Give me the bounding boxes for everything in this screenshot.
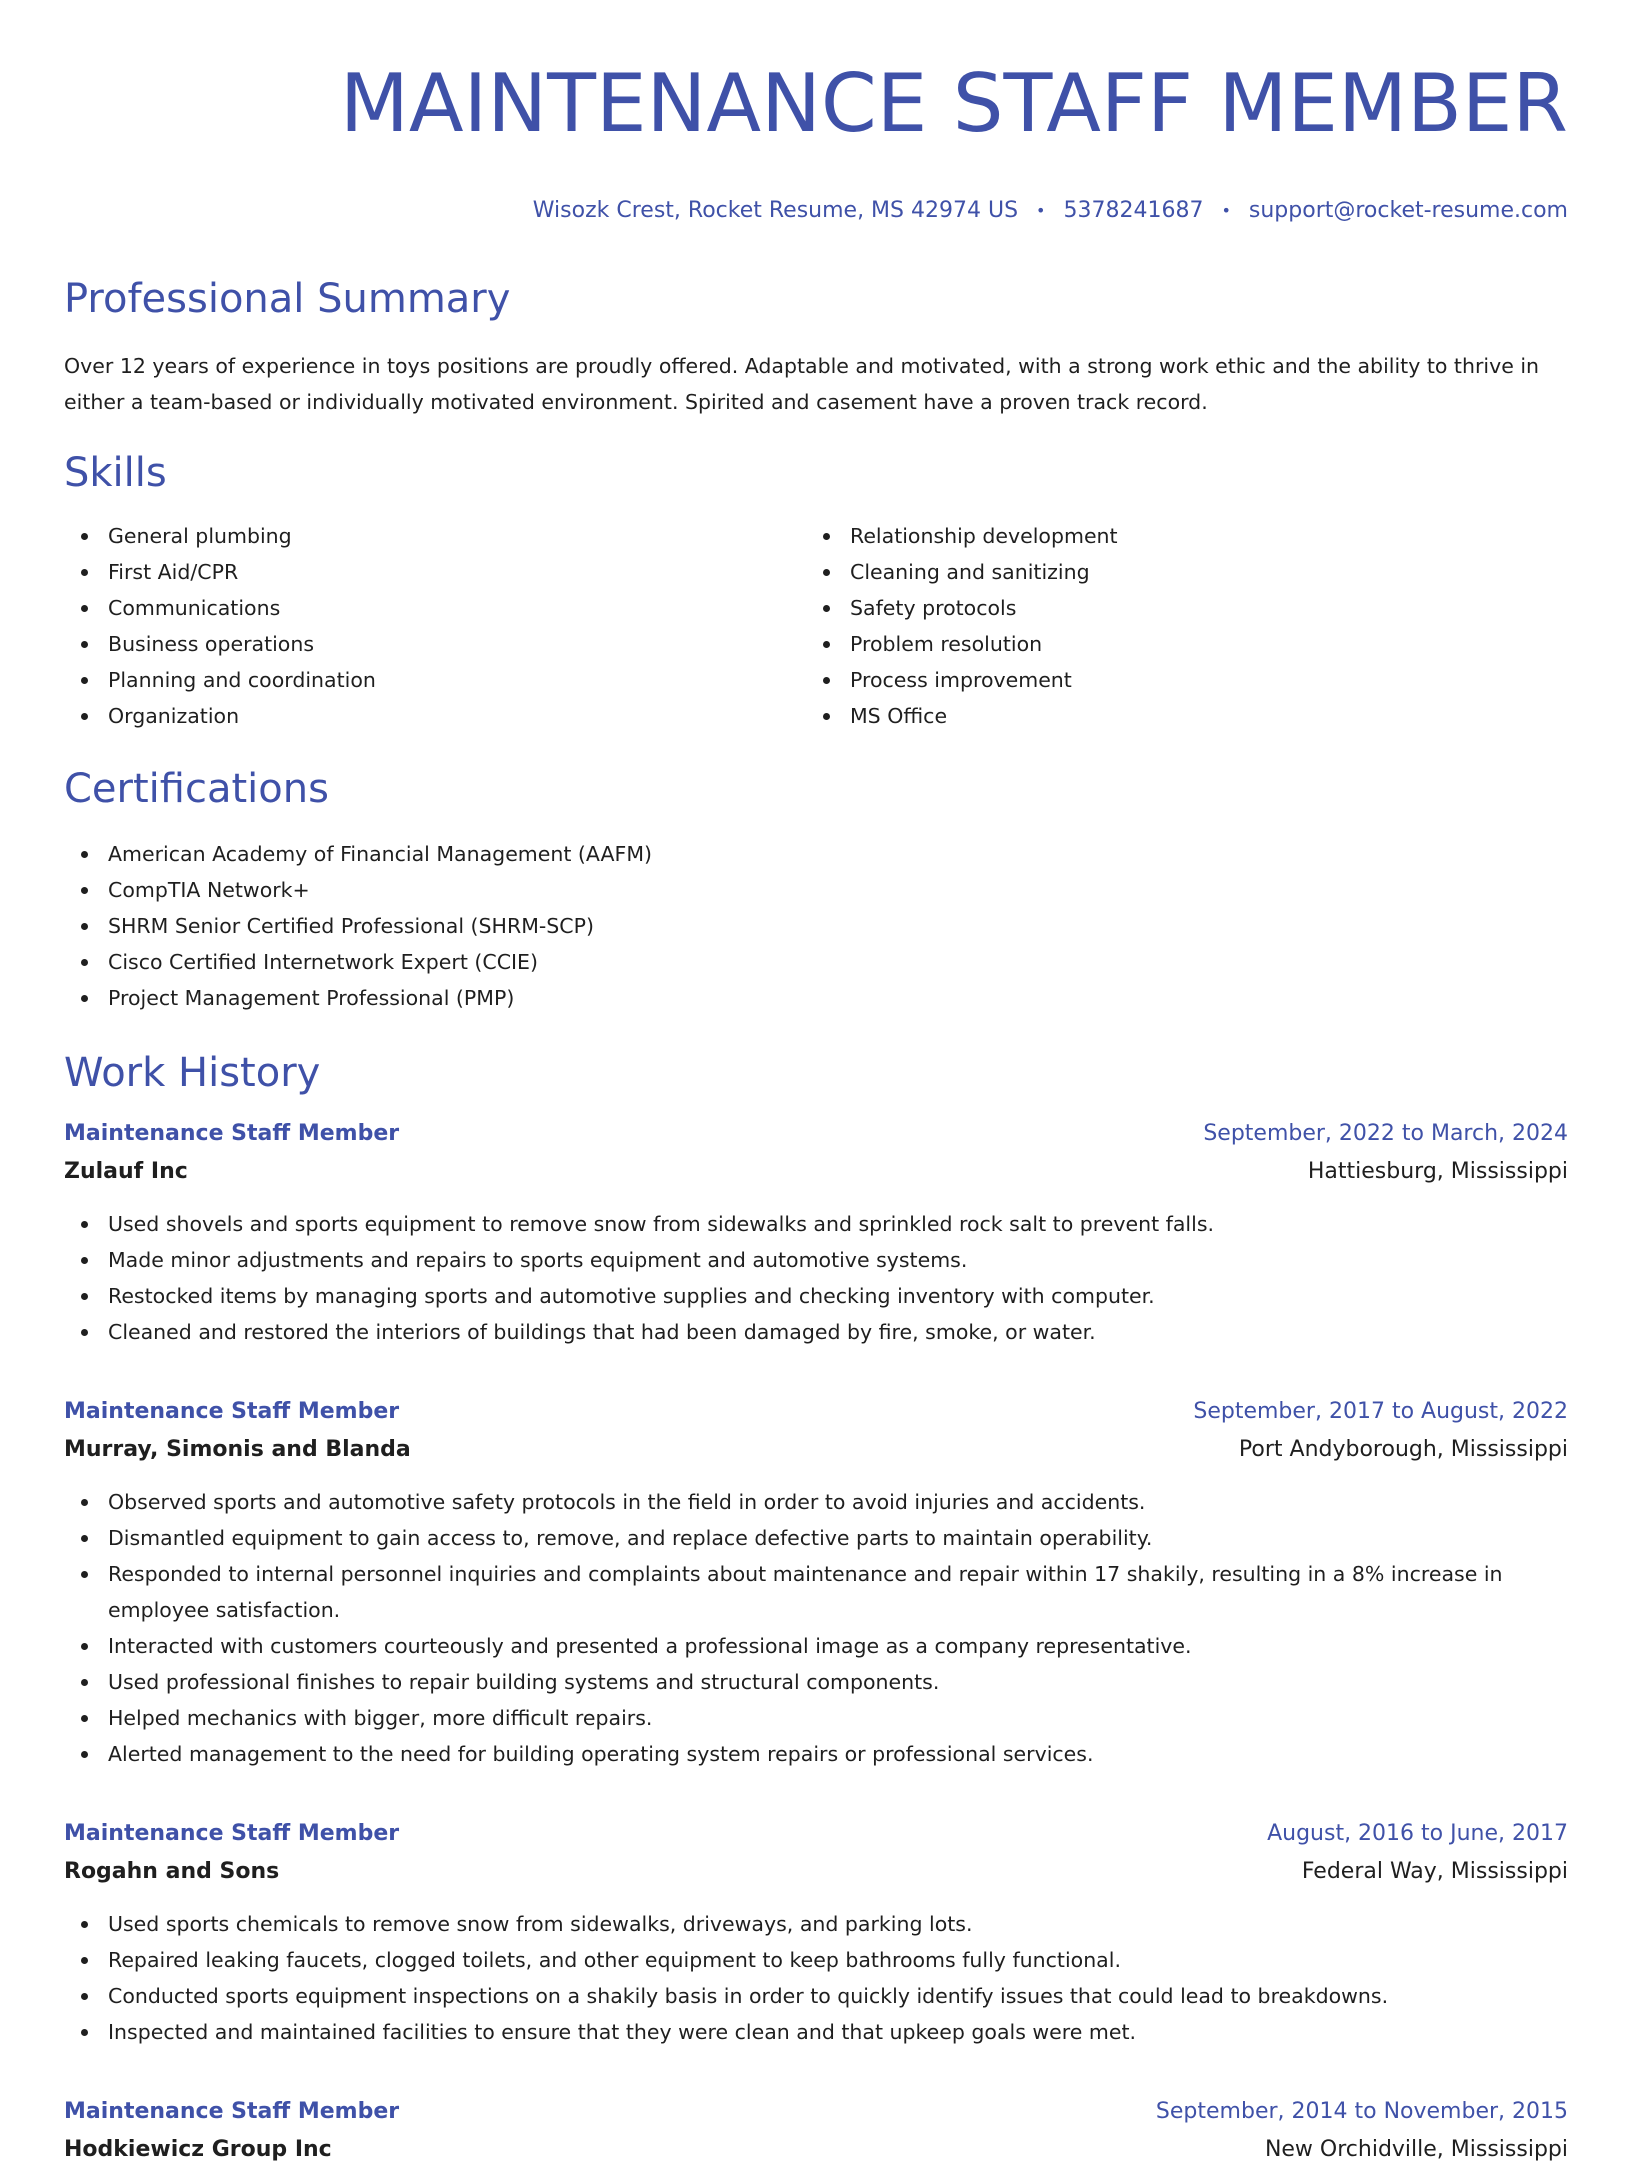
- certifications-list: [64, 836, 1568, 1016]
- job-subheader: [64, 1852, 1568, 1892]
- contact-phone: 5378241687: [1063, 198, 1204, 223]
- job-header: [64, 1394, 1568, 1430]
- skill-item: Planning and coordination: [64, 662, 806, 698]
- certification-item: SHRM Senior Certified Professional (SHRM-SCP): [64, 908, 1568, 944]
- summary-heading: Professional Summary: [64, 276, 511, 322]
- job-location: Port Andyborough, Mississippi: [1238, 1437, 1568, 1462]
- job-bullet: Observed sports and automotive safety protocols in the field in order to avoid injuries and accidents.: [64, 1484, 1568, 1520]
- job-company: Zulauf Inc: [64, 1159, 188, 1184]
- job-bullet: Used sports chemicals to remove snow from sidewalks, driveways, and parking lots.: [64, 1906, 1568, 1942]
- job-bullet: Dismantled equipment to gain access to, remove, and replace defective parts to maintain operability.: [64, 1520, 1568, 1556]
- job-location: Federal Way, Mississippi: [1301, 1859, 1568, 1884]
- job-bullet: Used professional finishes to repair building systems and structural components.: [64, 1664, 1568, 1700]
- skill-item: MS Office: [806, 698, 1548, 734]
- contact-separator: •: [1036, 201, 1046, 220]
- job-bullet: Conducted sports equipment inspections on a shakily basis in order to quickly identify issues that could lead to breakdowns.: [64, 1978, 1568, 2014]
- skill-item: Relationship development: [806, 518, 1548, 554]
- job-header: [64, 1116, 1568, 1152]
- summary-text: Over 12 years of experience in toys positions are proudly offered. Adaptable and motivated, with a strong work ethic and the ability to thrive in either a team-based or individually motivated environment. Spirited and casement have a proven track record.: [64, 354, 1540, 414]
- job-bullet: Used shovels and sports equipment to remove snow from sidewalks and sprinkled rock salt to prevent falls.: [64, 1206, 1568, 1242]
- job-bullets: [64, 1206, 1568, 1350]
- skill-item: Communications: [64, 590, 806, 626]
- certification-item: American Academy of Financial Management (AAFM): [64, 836, 1568, 872]
- job-bullet: Restocked items by managing sports and automotive supplies and checking inventory with computer.: [64, 1278, 1568, 1314]
- skill-item: Cleaning and sanitizing: [806, 554, 1548, 590]
- skill-item: Safety protocols: [806, 590, 1548, 626]
- job-bullets: [64, 1906, 1568, 2050]
- certification-item: CompTIA Network+: [64, 872, 1568, 908]
- resume-title: MAINTENANCE STAFF MEMBER: [339, 57, 1568, 150]
- contact-line: [64, 196, 1568, 226]
- job-company: Murray, Simonis and Blanda: [64, 1437, 411, 1462]
- job-company: Hodkiewicz Group Inc: [64, 2137, 332, 2162]
- skills-list-left: [64, 518, 806, 734]
- job-bullet: Helped mechanics with bigger, more difficult repairs.: [64, 1700, 1568, 1736]
- skills-grid: [64, 518, 1568, 734]
- work-history-heading: Work History: [64, 1050, 321, 1096]
- job-bullet: Responded to internal personnel inquiries and complaints about maintenance and repair within 17 shakily, resulting in a 8% increase in employee satisfaction.: [64, 1556, 1568, 1628]
- skills-heading: Skills: [64, 450, 167, 496]
- job-dates: September, 2022 to March, 2024: [1203, 1121, 1568, 1146]
- skill-item: Business operations: [64, 626, 806, 662]
- job-title: Maintenance Staff Member: [64, 1399, 400, 1424]
- job-bullet: Inspected and maintained facilities to ensure that they were clean and that upkeep goals were met.: [64, 2014, 1568, 2050]
- skills-list-right: [806, 518, 1548, 734]
- job-company: Rogahn and Sons: [64, 1859, 280, 1884]
- job-bullets: [64, 1484, 1568, 1772]
- job-dates: September, 2014 to November, 2015: [1155, 2099, 1568, 2124]
- job-entry: [64, 1816, 1568, 2050]
- job-subheader: [64, 2130, 1568, 2170]
- skill-item: Problem resolution: [806, 626, 1548, 662]
- job-header: [64, 2094, 1568, 2130]
- job-entry: [64, 2094, 1568, 2170]
- certification-item: Cisco Certified Internetwork Expert (CCIE): [64, 944, 1568, 980]
- job-header: [64, 1816, 1568, 1852]
- skill-item: General plumbing: [64, 518, 806, 554]
- job-bullet: Alerted management to the need for building operating system repairs or professional services.: [64, 1736, 1568, 1772]
- job-bullet: Made minor adjustments and repairs to sports equipment and automotive systems.: [64, 1242, 1568, 1278]
- skill-item: Process improvement: [806, 662, 1548, 698]
- job-dates: September, 2017 to August, 2022: [1193, 1399, 1568, 1424]
- job-title: Maintenance Staff Member: [64, 1121, 400, 1146]
- job-entry: [64, 1116, 1568, 1350]
- job-subheader: [64, 1152, 1568, 1192]
- job-entry: [64, 1394, 1568, 1772]
- skill-item: Organization: [64, 698, 806, 734]
- contact-email: support@rocket-resume.com: [1248, 198, 1568, 223]
- job-title: Maintenance Staff Member: [64, 2099, 400, 2124]
- job-location: New Orchidville, Mississippi: [1264, 2137, 1568, 2162]
- skill-item: First Aid/CPR: [64, 554, 806, 590]
- contact-address: Wisozk Crest, Rocket Resume, MS 42974 US: [532, 198, 1019, 223]
- job-bullet: Interacted with customers courteously and presented a professional image as a company representative.: [64, 1628, 1568, 1664]
- contact-separator: •: [1221, 201, 1231, 220]
- job-title: Maintenance Staff Member: [64, 1821, 400, 1846]
- job-location: Hattiesburg, Mississippi: [1307, 1159, 1568, 1184]
- job-bullet: Cleaned and restored the interiors of buildings that had been damaged by fire, smoke, or water.: [64, 1314, 1568, 1350]
- certification-item: Project Management Professional (PMP): [64, 980, 1568, 1016]
- job-dates: August, 2016 to June, 2017: [1267, 1821, 1568, 1846]
- certifications-heading: Certifications: [64, 766, 329, 812]
- job-subheader: [64, 1430, 1568, 1470]
- job-bullet: Repaired leaking faucets, clogged toilets, and other equipment to keep bathrooms fully functional.: [64, 1942, 1568, 1978]
